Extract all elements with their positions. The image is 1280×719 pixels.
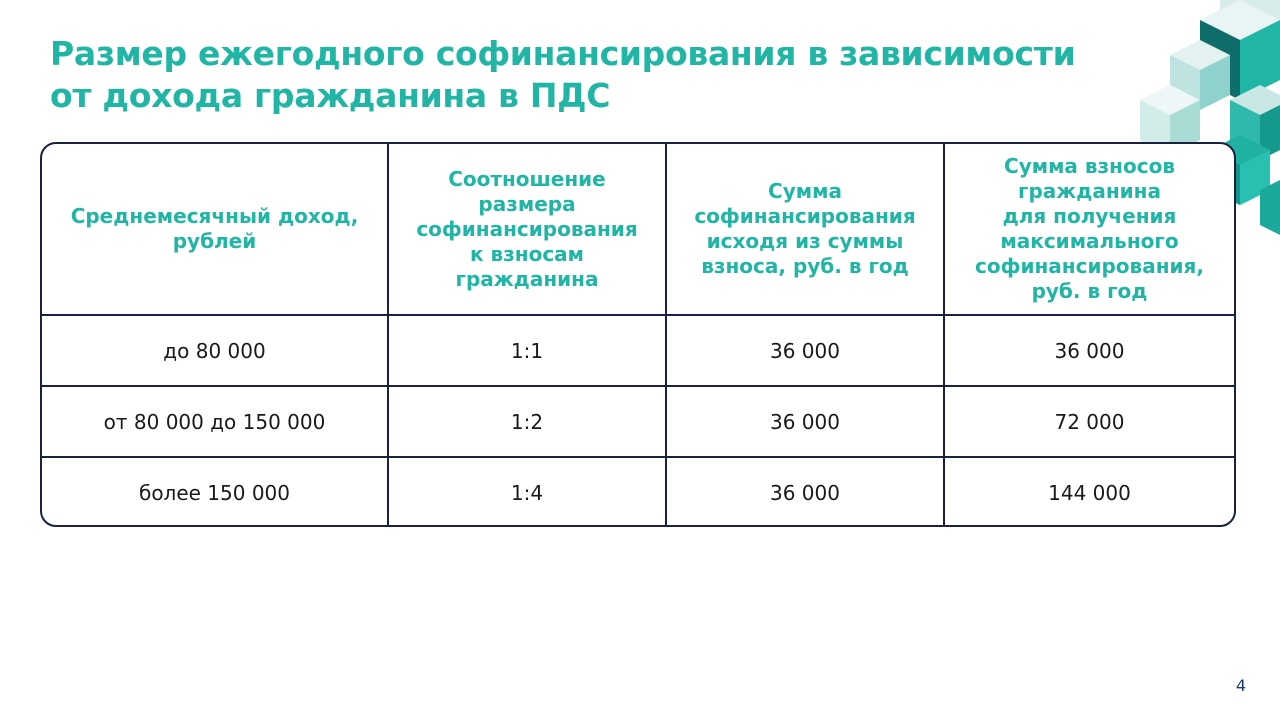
page-title-line-1: Размер ежегодного софинансирования в зависимости	[50, 34, 1076, 73]
table-header-row	[42, 144, 1234, 315]
cell-citizen-contributions: 144 000	[944, 457, 1234, 527]
header-citizen-contributions: Сумма взносов гражданина для получения максимального софинансирования, руб. в год	[944, 144, 1234, 315]
cell-cofinancing-sum: 36 000	[666, 457, 944, 527]
cell-income: до 80 000	[42, 315, 388, 386]
cell-income: от 80 000 до 150 000	[42, 386, 388, 457]
cell-cofinancing-sum: 36 000	[666, 386, 944, 457]
header-ratio: Соотношение размера софинансирования к взносам гражданина	[388, 144, 666, 315]
table-row	[42, 386, 1234, 457]
header-income: Среднемесячный доход, рублей	[42, 144, 388, 315]
cofinancing-table	[40, 142, 1236, 527]
cell-ratio: 1:2	[388, 386, 666, 457]
table-row	[42, 457, 1234, 527]
cell-citizen-contributions: 36 000	[944, 315, 1234, 386]
cell-income: более 150 000	[42, 457, 388, 527]
header-cofinancing-sum: Сумма софинансирования исходя из суммы взноса, руб. в год	[666, 144, 944, 315]
cell-ratio: 1:4	[388, 457, 666, 527]
page-number: 4	[1235, 676, 1246, 695]
cell-cofinancing-sum: 36 000	[666, 315, 944, 386]
cell-citizen-contributions: 72 000	[944, 386, 1234, 457]
page-title	[50, 33, 1110, 117]
cell-ratio: 1:1	[388, 315, 666, 386]
page-title-line-2: от дохода гражданина в ПДС	[50, 76, 611, 115]
table-row	[42, 315, 1234, 386]
